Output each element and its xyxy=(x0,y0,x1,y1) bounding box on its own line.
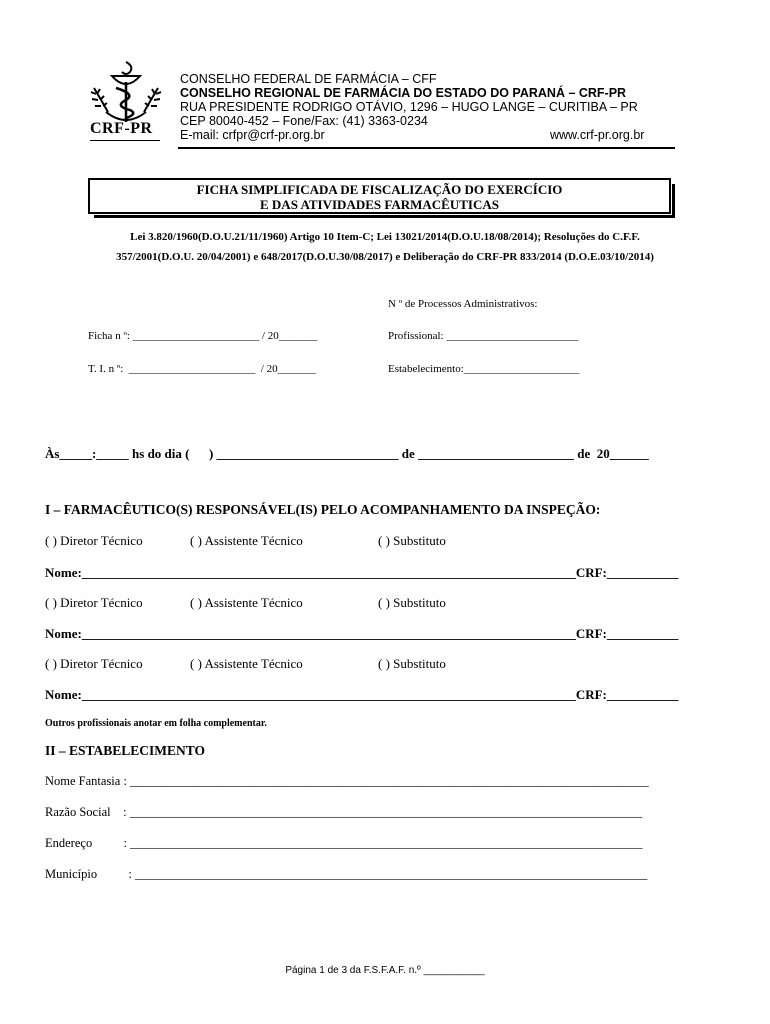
nome-crf-line-3[interactable]: Nome:____________________________________________________________________________CRF:___________ xyxy=(45,687,679,702)
header-email: E-mail: crfpr@crf-pr.org.br xyxy=(180,128,325,142)
nome-crf-line-2[interactable]: Nome:____________________________________________________________________________CRF:___________ xyxy=(45,626,679,641)
section2-heading: II – ESTABELECIMENTO xyxy=(45,743,206,758)
header-line-crf: CONSELHO REGIONAL DE FARMÁCIA DO ESTADO DO PARANÁ – CRF-PR xyxy=(180,86,627,100)
form-title-line2: E DAS ATIVIDADES FARMACÊUTICAS xyxy=(260,197,499,212)
nome-fantasia-field[interactable]: Nome Fantasia : ___________________________________________________________________________________ xyxy=(45,774,649,788)
header-line-address: RUA PRESIDENTE RODRIGO OTÁVIO, 1296 – HUGO LANGE – CURITIBA – PR xyxy=(180,100,638,114)
ficha-field[interactable]: Ficha n º: _______________________ / 20_______ xyxy=(88,330,318,342)
substituto-checkbox-1[interactable]: ( ) Substituto xyxy=(378,533,446,548)
law-reference-line2: 357/2001(D.O.U. 20/04/2001) e 648/2017(D.O.U.30/08/2017) e Deliberação do CRF-PR 833/2014 (D.O.E.03/10/2014) xyxy=(116,251,654,263)
assistente-checkbox-2[interactable]: ( ) Assistente Técnico xyxy=(190,595,303,610)
header-line-phone: CEP 80040-452 – Fone/Fax: (41) 3363-0234 xyxy=(180,114,428,128)
nome-crf-line-1[interactable]: Nome:____________________________________________________________________________CRF:___________ xyxy=(45,565,679,580)
date-time-line[interactable]: Às_____:_____ hs do dia ( ) ____________________________ de ________________________ de 20______ xyxy=(45,446,649,461)
razao-social-field[interactable]: Razão Social : __________________________________________________________________________________ xyxy=(45,805,643,819)
header-rule xyxy=(178,147,675,149)
ti-field[interactable]: T. I. n º: _______________________ / 20_______ xyxy=(88,363,317,375)
logo-text: CRF-PR xyxy=(90,120,153,137)
diretor-checkbox-1[interactable]: ( ) Diretor Técnico xyxy=(45,533,143,548)
page-footer: Página 1 de 3 da F.S.F.A.F. n.º ___________ xyxy=(285,965,485,976)
form-title-box xyxy=(88,178,671,214)
diretor-checkbox-3[interactable]: ( ) Diretor Técnico xyxy=(45,656,143,671)
form-title-line1: FICHA SIMPLIFICADA DE FISCALIZAÇÃO DO EXERCÍCIO xyxy=(196,182,563,197)
substituto-checkbox-2[interactable]: ( ) Substituto xyxy=(378,595,446,610)
endereco-field[interactable]: Endereço : __________________________________________________________________________________ xyxy=(45,836,643,850)
profissional-field[interactable]: Profissional: ________________________ xyxy=(388,330,579,342)
assistente-checkbox-1[interactable]: ( ) Assistente Técnico xyxy=(190,533,303,548)
law-reference-line1: Lei 3.820/1960(D.O.U.21/11/1960) Artigo 10 Item-C; Lei 13021/2014(D.O.U.18/08/2014); Resoluções do C.F.F. xyxy=(130,231,640,243)
crf-pr-logo xyxy=(86,58,166,148)
diretor-checkbox-2[interactable]: ( ) Diretor Técnico xyxy=(45,595,143,610)
assistente-checkbox-3[interactable]: ( ) Assistente Técnico xyxy=(190,656,303,671)
processos-label: N º de Processos Administrativos: xyxy=(388,298,538,310)
section1-heading: I – FARMACÊUTICO(S) RESPONSÁVEL(IS) PELO ACOMPANHAMENTO DA INSPEÇÃO: xyxy=(45,502,601,517)
substituto-checkbox-3[interactable]: ( ) Substituto xyxy=(378,656,446,671)
logo-underline xyxy=(90,140,160,141)
header-website: www.crf-pr.org.br xyxy=(550,128,645,142)
header-line-cff: CONSELHO FEDERAL DE FARMÁCIA – CFF xyxy=(180,72,437,86)
municipio-field[interactable]: Município : __________________________________________________________________________________ xyxy=(45,867,648,881)
estabelecimento-field[interactable]: Estabelecimento:_____________________ xyxy=(388,363,580,375)
other-professionals-note: Outros profissionais anotar em folha complementar. xyxy=(45,718,267,729)
